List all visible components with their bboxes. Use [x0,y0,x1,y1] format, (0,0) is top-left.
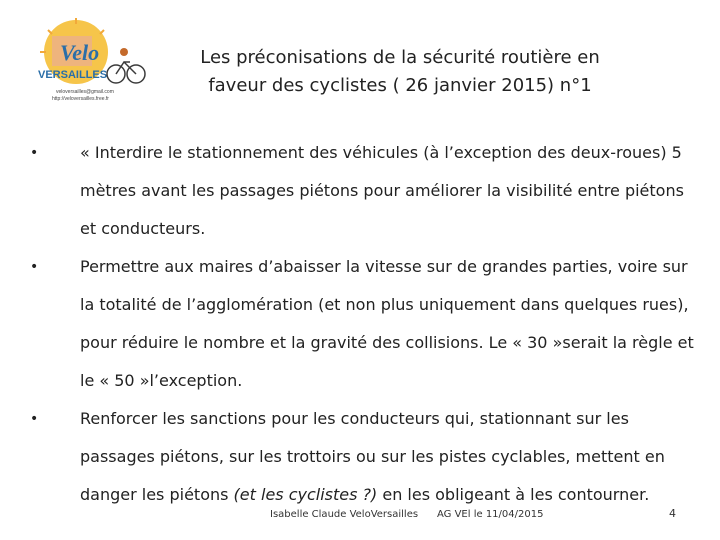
cyclist-icon [120,48,128,56]
slide-title [170,44,630,100]
list-item [30,248,700,400]
recommendation-list [30,134,700,514]
bullet-text: Renforcer les sanctions pour les conducteurs qui, stationnant sur les passages piétons, sur les trottoirs ou sur les pistes cyclables, mettent en danger les piétons [80,409,665,504]
slide-title-line-2: faveur des cyclistes ( 26 janvier 2015) n°1 [208,75,592,96]
logo-word-versailles: VERSAILLES [38,69,108,81]
footer-meeting: AG VEl le 11/04/2015 [437,509,544,520]
logo-word-velo: Velo [60,40,100,65]
bullet-marker: • [30,259,39,275]
slide-title-line-1: Les préconisations de la sécurité routière en [200,47,600,68]
list-item [30,134,700,248]
footer-author: Isabelle Claude VeloVersailles [270,509,419,520]
bullet-text-italic: (et les cyclistes ?) [233,485,378,504]
bullet-marker: • [30,145,39,161]
list-item [30,400,700,514]
logo-graphic [34,18,146,106]
logo-email: veloversailles@gmail.com [56,89,114,95]
logo-site: http://veloversailles.free.fr [52,96,109,102]
bullet-text: Permettre aux maires d’abaisser la vitesse sur de grandes parties, voire sur la totalité de l’agglomération (et non plus uniquement dans quelques rues), pour réduire le nombre et la gravité des collisions. Le « 30 »serait la règle et le « 50 »l’exception. [80,257,694,390]
page-number: 4 [669,507,676,520]
bullet-text: « Interdire le stationnement des véhicules (à l’exception des deux-roues) 5 mètres avant les passages piétons pour améliorer la visibilité entre piétons et conducteurs. [80,143,684,238]
bullet-marker: • [30,411,39,427]
velo-versailles-logo [34,18,146,106]
bullet-text-end: en les obligeant à les contourner. [377,485,650,504]
